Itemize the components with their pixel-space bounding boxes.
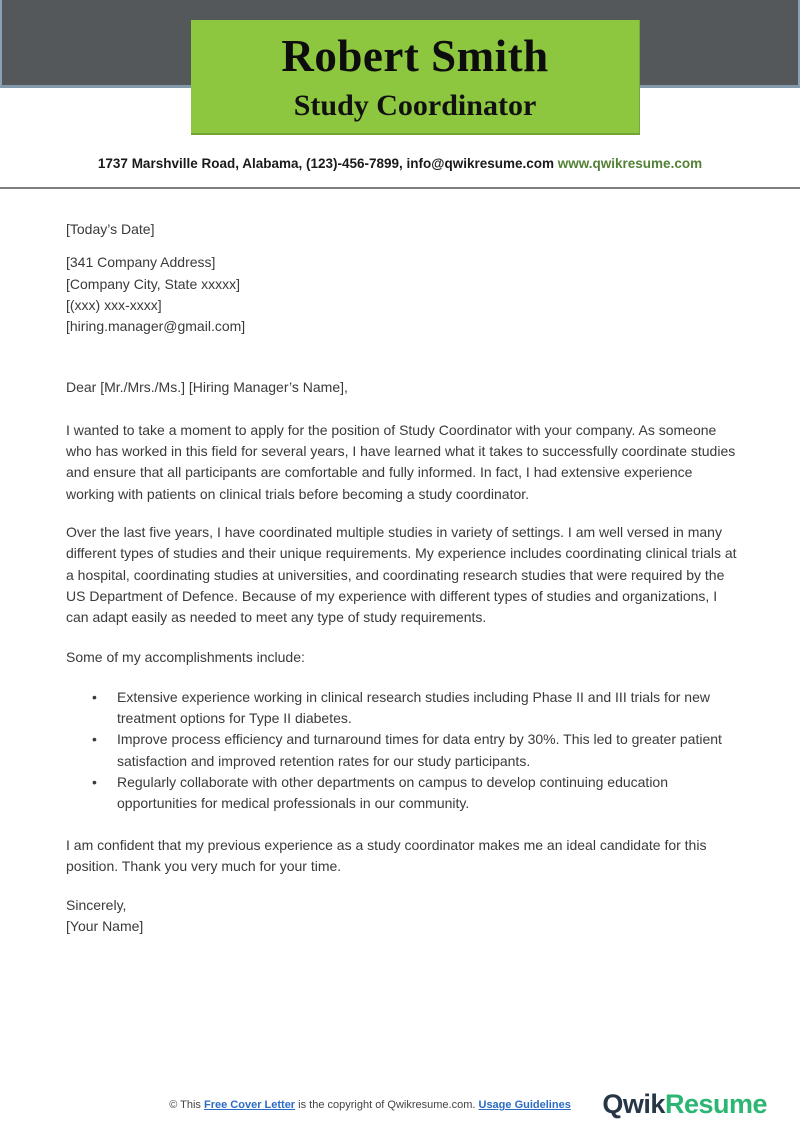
logo-text-qwik: Qwik	[602, 1089, 665, 1119]
list-item: • Regularly collaborate with other departments on campus to develop continuing education opportunities for medical professionals in our community.	[66, 772, 738, 815]
date-line: [Today’s Date]	[66, 221, 155, 237]
copyright-prefix: © This	[169, 1099, 204, 1111]
qwikresume-logo	[602, 1089, 767, 1120]
body-paragraph: Over the last five years, I have coordinated multiple studies in variety of settings. I am well versed in many different types of studies and their unique requirements. My experience includes coordinating clinical trials at a hospital, coordinating studies at universities, and coordinating research studies that were required by the US Department of Defence. Because of my experience with different types of studies and organizations, I can adapt easily as needed to meet any type of study requirements.	[66, 523, 737, 626]
address-line: [hiring.manager@gmail.com]	[66, 318, 246, 335]
signoff-block	[66, 895, 738, 938]
contact-text: 1737 Marshville Road, Alabama, (123)-456-7899, info@qwikresume.com	[97, 156, 555, 171]
address-line: [(xxx) xxx-xxxx]	[66, 296, 162, 313]
signature: [Your Name]	[66, 918, 144, 935]
list-item: • Improve process efficiency and turnaround times for data entry by 30%. This led to greater patient satisfaction and improved retention rates for our study participants.	[66, 729, 738, 772]
body-paragraph: I wanted to take a moment to apply for the position of Study Coordinator with your company. As someone who has worked in this field for several years, I have learned what it takes to successfully coordinate studies and ensure that all participants are comfortable and fully informed. In fact, I had extensive experience working with patients on clinical trials before becoming a study coordinator.	[66, 421, 736, 502]
address-line: [341 Company Address]	[66, 254, 216, 271]
list-item: • Extensive experience working in clinical research studies including Phase II and III trials for new treatment options for Type II diabetes.	[66, 687, 738, 730]
letter-body	[66, 189, 738, 938]
logo-text-resume: Resume	[664, 1089, 767, 1119]
salutation: Dear [Mr./Mrs./Ms.] [Hiring Manager’s Name],	[66, 379, 348, 396]
free-cover-letter-link[interactable]: Free Cover Letter	[204, 1099, 296, 1111]
signoff: Sincerely,	[66, 897, 127, 914]
copyright-middle: is the copyright of Qwikresume.com.	[295, 1099, 479, 1111]
recipient-address-block	[66, 252, 738, 337]
closing-paragraph: I am confident that my previous experience as a study coordinator makes me an ideal candidate for this position. Thank you very much for your time.	[66, 836, 707, 874]
address-line: [Company City, State xxxxx]	[66, 275, 241, 292]
accomplishments-list	[66, 687, 738, 815]
contact-line	[0, 156, 800, 171]
person-name: Robert Smith	[281, 31, 549, 81]
accomplishments-intro: Some of my accomplishments include:	[66, 649, 305, 666]
name-banner	[191, 20, 640, 135]
website-link[interactable]: www.qwikresume.com	[557, 156, 703, 171]
person-title: Study Coordinator	[293, 89, 537, 122]
usage-guidelines-link[interactable]: Usage Guidelines	[478, 1099, 571, 1111]
page-footer	[0, 1085, 800, 1131]
